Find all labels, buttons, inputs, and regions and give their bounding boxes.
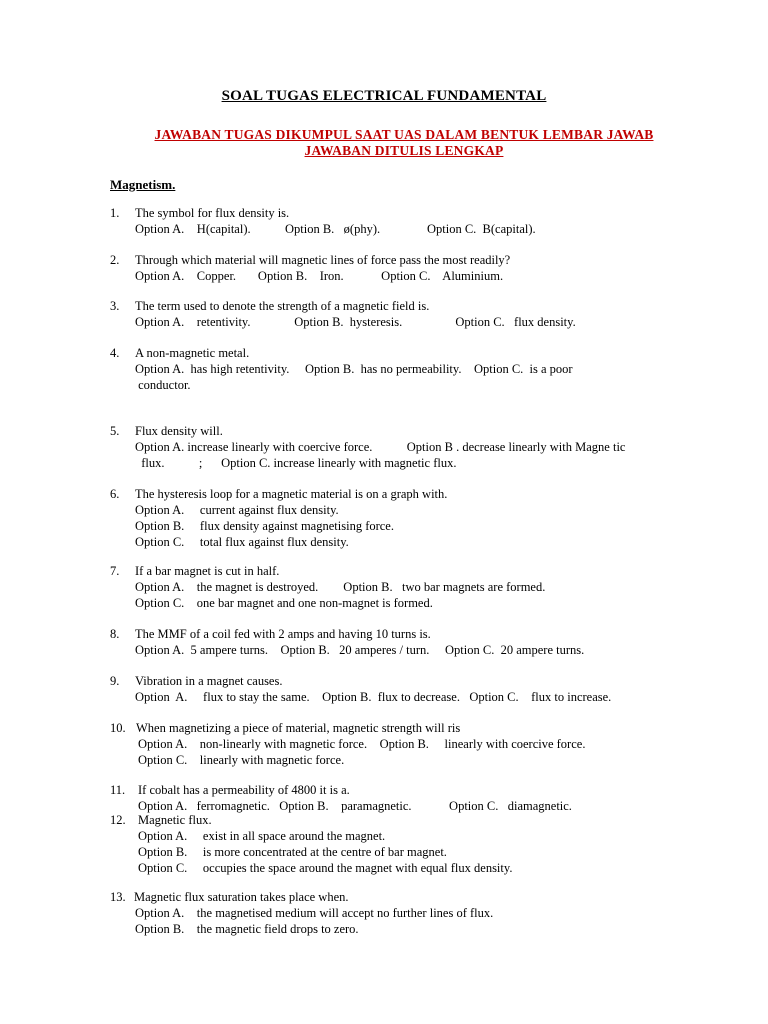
question-text: The symbol for flux density is. — [135, 206, 290, 220]
question-options: Option B. is more concentrated at the centre of bar magnet. — [138, 845, 447, 859]
question-text: Vibration in a magnet causes. — [135, 674, 283, 688]
question-text: Flux density will. — [135, 424, 223, 438]
question-text: When magnetizing a piece of material, magnetic strength will ris — [136, 721, 461, 735]
question-text: If a bar magnet is cut in half. — [135, 564, 280, 578]
question-text: Magnetic flux saturation takes place when. — [134, 890, 349, 904]
question-options: Option A. has high retentivity. Option B. has no permeability. Option C. is a poor — [135, 362, 573, 376]
question-text: The term used to denote the strength of a magnetic field is. — [135, 299, 430, 313]
question-number: 6. — [110, 487, 120, 501]
question-text: Magnetic flux. — [138, 813, 212, 827]
question-options: Option A. Copper. Option B. Iron. Option C. Aluminium. — [135, 269, 504, 283]
question-number: 4. — [110, 346, 120, 360]
question-options: Option A. the magnet is destroyed. Option B. two bar magnets are formed. — [135, 580, 546, 594]
question-number: 5. — [110, 424, 120, 438]
question-options: Option C. total flux against flux density. — [135, 535, 349, 549]
question-options: Option A. current against flux density. — [135, 503, 339, 517]
question-options: Option C. one bar magnet and one non-magnet is formed. — [135, 596, 433, 610]
question-options: Option A. the magnetised medium will accept no further lines of flux. — [135, 906, 494, 920]
question-number: 9. — [110, 674, 120, 688]
question-text: The MMF of a coil fed with 2 amps and having 10 turns is. — [135, 627, 431, 641]
subtitle-line-1: JAWABAN TUGAS DIKUMPUL SAAT UAS DALAM BENTUK LEMBAR JAWAB — [154, 127, 654, 142]
question-options: conductor. — [135, 378, 191, 392]
question-options: Option C. occupies the space around the magnet with equal flux density. — [138, 861, 513, 875]
question-number: 3. — [110, 299, 120, 313]
section-heading: Magnetism. — [110, 177, 176, 192]
question-number: 10. — [110, 721, 126, 735]
question-number: 8. — [110, 627, 120, 641]
question-options: Option A. retentivity. Option B. hysteresis. Option C. flux density. — [135, 315, 576, 329]
question-options: Option A. ferromagnetic. Option B. paramagnetic. Option C. diamagnetic. — [138, 799, 572, 813]
question-number: 11. — [110, 783, 126, 797]
question-number: 7. — [110, 564, 120, 578]
question-options: Option C. linearly with magnetic force. — [138, 753, 345, 767]
question-number: 13. — [110, 890, 126, 904]
question-options: Option A. flux to stay the same. Option B. flux to decrease. Option C. flux to increase. — [135, 690, 612, 704]
question-options: Option A. 5 ampere turns. Option B. 20 amperes / turn. Option C. 20 ampere turns. — [135, 643, 585, 657]
question-number: 12. — [110, 813, 126, 827]
question-text: A non-magnetic metal. — [135, 346, 250, 360]
question-options: Option B. flux density against magnetising force. — [135, 519, 394, 533]
question-options: Option A. H(capital). Option B. ø(phy). Option C. B(capital). — [135, 222, 536, 236]
subtitle-line-2: JAWABAN DITULIS LENGKAP — [304, 143, 504, 158]
question-options: flux. ; Option C. increase linearly with magnetic flux. — [135, 456, 457, 470]
question-number: 2. — [110, 253, 120, 267]
question-text: If cobalt has a permeability of 4800 it is a. — [138, 783, 350, 797]
question-options: Option B. the magnetic field drops to zero. — [135, 922, 359, 936]
question-text: The hysteresis loop for a magnetic material is on a graph with. — [135, 487, 448, 501]
question-text: Through which material will magnetic lines of force pass the most readily? — [135, 253, 511, 267]
question-options: Option A. increase linearly with coercive force. Option B . decrease linearly with Magne tic — [135, 440, 626, 454]
question-options: Option A. exist in all space around the magnet. — [138, 829, 386, 843]
document-title: SOAL TUGAS ELECTRICAL FUNDAMENTAL — [221, 88, 547, 104]
question-number: 1. — [110, 206, 120, 220]
question-options: Option A. non-linearly with magnetic force. Option B. linearly with coercive force. — [138, 737, 586, 751]
